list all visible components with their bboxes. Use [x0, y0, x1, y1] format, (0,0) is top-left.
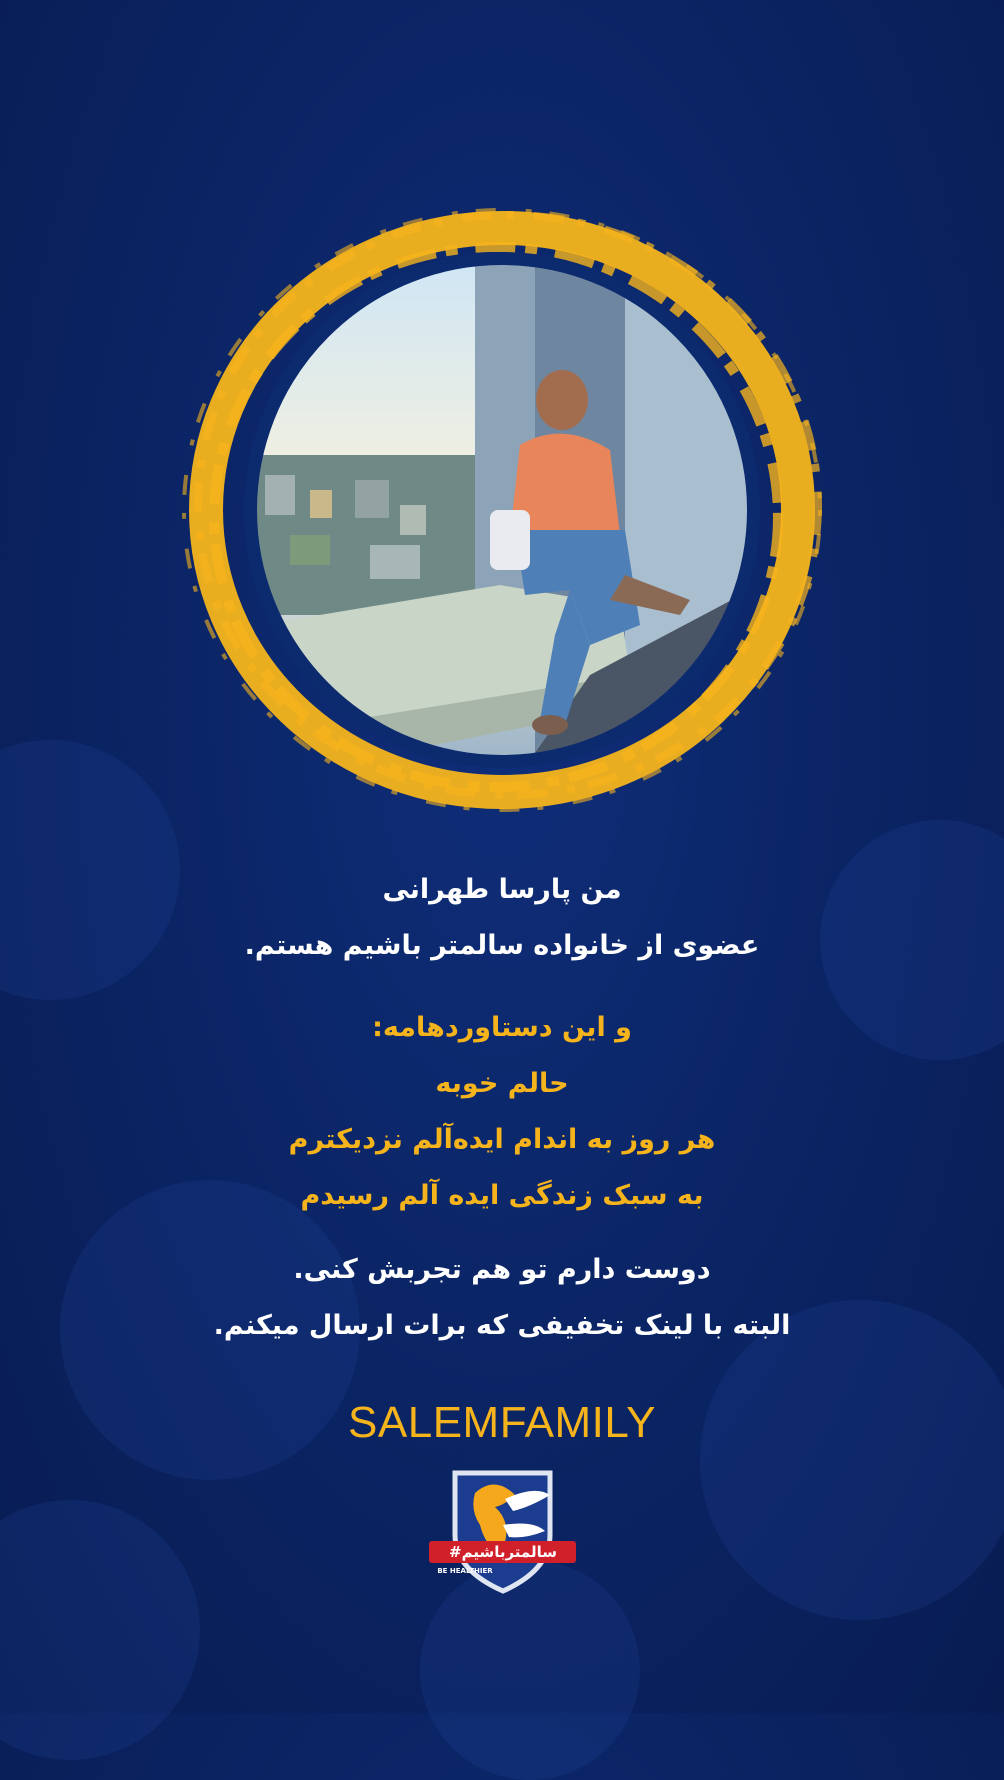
bokeh-decoration [0, 1500, 200, 1760]
achievement-item: حالم خوبه [435, 1068, 569, 1099]
brand-name: SALEMFAMILY [348, 1398, 656, 1447]
achievements-heading: و این دستاوردهامه: [372, 1012, 632, 1043]
brand-logo [425, 1465, 580, 1595]
profile-photo-frame [170, 205, 832, 825]
achievement-item: به سبک زندگی ایده آلم رسیدم [300, 1180, 704, 1211]
invite-discount-line: البته با لینک تخفیفی که برات ارسال میکنم. [213, 1310, 791, 1341]
invite-line: دوست دارم تو هم تجربش کنی. [293, 1254, 711, 1285]
profile-photo [170, 205, 832, 825]
intro-name-line: من پارسا طهرانی [382, 874, 622, 905]
logo-text: #سالمترباشیم [448, 1543, 558, 1561]
invite-block [0, 1242, 1004, 1354]
achievements-block [0, 1000, 1004, 1224]
logo-subtext: BE HEALTHIER [437, 1567, 493, 1575]
intro-block [0, 862, 1004, 974]
achievement-item: هر روز به اندام ایده‌آلم نزدیکترم [288, 1124, 716, 1155]
intro-member-line: عضوی از خانواده سالمتر باشیم هستم. [244, 930, 760, 961]
